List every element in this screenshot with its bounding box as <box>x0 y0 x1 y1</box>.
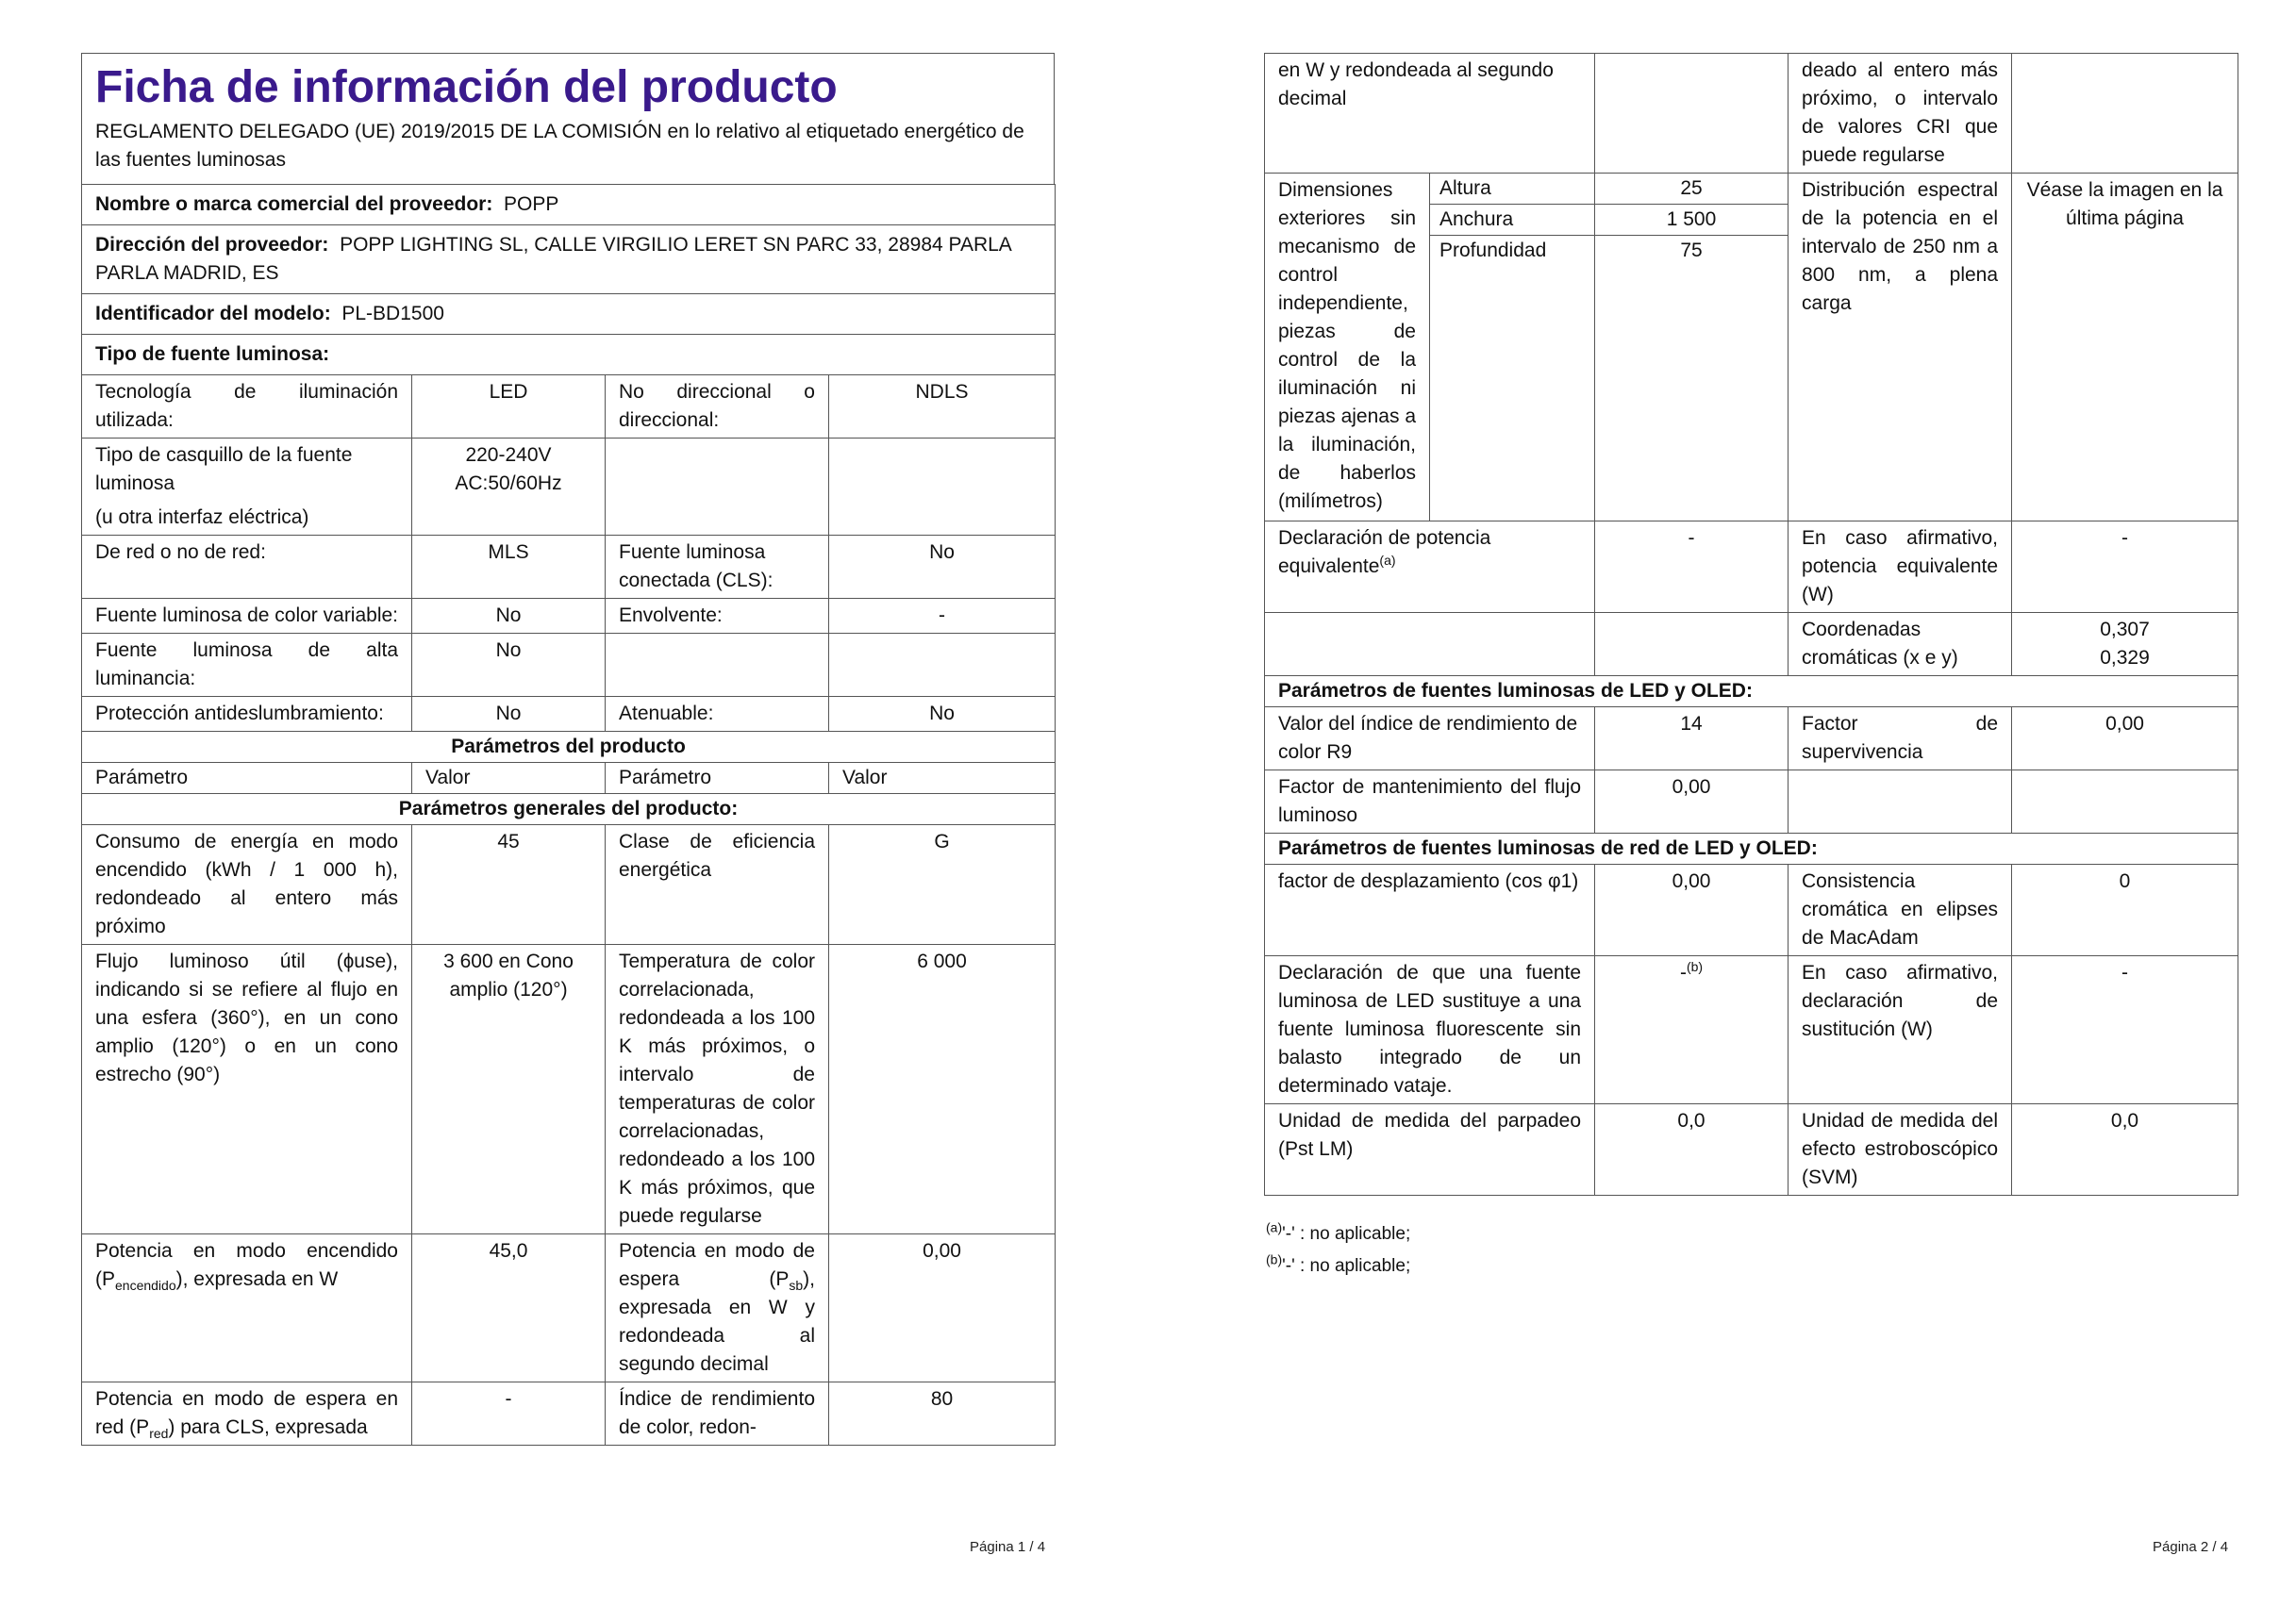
width-label: Anchura <box>1430 205 1595 236</box>
flicker-label: Unidad de medida del parpadeo (Pst LM) <box>1265 1104 1595 1196</box>
surv-value: 0,00 <box>2012 707 2238 770</box>
col-value-1: Valor <box>412 763 606 794</box>
pon-value: 45,0 <box>412 1234 606 1382</box>
disp-label: factor de desplazamiento (cos φ1) <box>1265 865 1595 956</box>
col-value-2: Valor <box>829 763 1056 794</box>
r9-value: 14 <box>1595 707 1789 770</box>
source-type-label: Tipo de fuente luminosa: <box>82 335 1056 375</box>
table-row <box>1265 521 2238 613</box>
regulation-text: REGLAMENTO DELEGADO (UE) 2019/2015 DE LA COMISIÓN en lo relativo al etiquetado energético de las fuentes luminosas <box>95 121 1024 171</box>
surv-label: Factor de supervivencia <box>1789 707 2012 770</box>
page-2 <box>1264 53 2238 1196</box>
dim-value: No <box>829 697 1056 732</box>
equiv-value: - <box>1595 521 1789 613</box>
general-heading: Parámetros generales del producto: <box>82 794 1056 825</box>
tech-label: Tecnología de iluminación utilizada: <box>82 375 412 439</box>
flux-label: Flujo luminoso útil (ɸuse), indicando si se refiere al flujo en una esfera (360°), en un cono amplio (120°) o en un cono estrecho (90°) <box>82 945 412 1234</box>
eff-label: Clase de eficiencia energética <box>606 825 829 945</box>
strobe-label: Unidad de medida del efecto estroboscópico (SVM) <box>1789 1104 2012 1196</box>
table-row <box>82 1234 1056 1382</box>
column-header-row <box>82 763 1056 794</box>
address-value: POPP LIGHTING SL, CALLE VIRGILIO LERET SN PARC 33, 28984 PARLA PARLA MADRID, ES <box>95 234 1011 284</box>
height-value: 25 <box>1595 174 1789 205</box>
cap-label: Tipo de casquillo de la fuente luminosa <box>95 444 353 494</box>
address-label: Dirección del proveedor: <box>95 234 329 256</box>
model-label: Identificador del modelo: <box>95 303 331 324</box>
spd-label: Distribución espectral de la potencia en el intervalo de 250 nm a 800 nm, a plena carga <box>1789 174 2012 521</box>
chroma-x: 0,307 <box>2100 619 2150 640</box>
fluor-label: Declaración de que una fuente luminosa de LED sustituye a una fuente luminosa fluorescente sin balasto integrado de un determinado vataje. <box>1265 956 1595 1104</box>
subst-value: - <box>2012 956 2238 1104</box>
glare-label: Protección antideslumbramiento: <box>82 697 412 732</box>
mains-led-heading: Parámetros de fuentes luminosas de red de LED y OLED: <box>1265 834 2238 865</box>
cont-right: deado al entero más próximo, o intervalo de valores CRI que puede regularse <box>1789 54 2012 174</box>
mains-led-heading-row <box>1265 834 2238 865</box>
table-row <box>82 439 1056 536</box>
cap-label-2: (u otra interfaz eléctrica) <box>95 506 309 528</box>
footnotes <box>1266 1218 1410 1283</box>
psb-value: 0,00 <box>829 1234 1056 1382</box>
spd-value: Véase la imagen en la última página <box>2012 174 2238 521</box>
fluor-value: -$^{(b)}$ <box>1595 956 1789 1104</box>
page-1-footer: Página 1 / 4 <box>970 1539 1046 1555</box>
table-row <box>1265 956 2238 1104</box>
address-row <box>82 225 1056 294</box>
page-1 <box>81 53 1055 1446</box>
dir-value: NDLS <box>829 375 1056 439</box>
table-row <box>82 375 1056 439</box>
equiv-w-value: - <box>2012 521 2238 613</box>
table-row <box>82 945 1056 1234</box>
source-type-row <box>82 335 1056 375</box>
supplier-row <box>82 185 1056 225</box>
depth-label: Profundidad <box>1430 236 1595 521</box>
disp-value: 0,00 <box>1595 865 1789 956</box>
table-row <box>82 599 1056 634</box>
dir-label: No direccional o direccional: <box>606 375 829 439</box>
footnote-b: $^{(b)}$'-' : no aplicable; <box>1266 1251 1411 1276</box>
model-value: PL-BD1500 <box>341 303 444 324</box>
col-param-1: Parámetro <box>82 763 412 794</box>
footnote-a: $^{(a)}$'-' : no aplicable; <box>1266 1219 1411 1244</box>
strobe-value: 0,0 <box>2012 1104 2238 1196</box>
table-row <box>1265 865 2238 956</box>
tech-value: LED <box>412 375 606 439</box>
high-value: No <box>412 634 606 697</box>
r9-label: Valor del índice de rendimiento de color R9 <box>1265 707 1595 770</box>
glare-value: No <box>412 697 606 732</box>
table-row <box>1265 770 2238 834</box>
col-param-2: Parámetro <box>606 763 829 794</box>
energy-value: 45 <box>412 825 606 945</box>
table-row <box>82 634 1056 697</box>
table-row <box>1265 54 2238 174</box>
page-2-footer: Página 2 / 4 <box>2153 1539 2229 1555</box>
equiv-label: Declaración de potencia equivalente$^{(a)}$ <box>1265 521 1595 613</box>
cct-value: 6 000 <box>829 945 1056 1234</box>
mains-label: De red o no de red: <box>82 536 412 599</box>
macadam-label: Consistencia cromática en elipses de MacAdam <box>1789 865 2012 956</box>
table-row <box>82 1382 1056 1446</box>
table-row <box>82 825 1056 945</box>
psb-label: Potencia en modo de espera $(P_{sb})$, expresada en W y redondeada al segundo decimal <box>606 1234 829 1382</box>
energy-label: Consumo de energía en modo encendido (kWh / 1 000 h), redondeado al entero más próximo <box>82 825 412 945</box>
subst-label: En caso afirmativo, declaración de sustitución (W) <box>1789 956 2012 1104</box>
cap-value-1: 220-240V <box>465 444 552 466</box>
header-box <box>81 53 1055 184</box>
maint-label: Factor de mantenimiento del flujo luminoso <box>1265 770 1595 834</box>
table-row <box>1265 174 2238 205</box>
product-table <box>81 184 1056 1446</box>
table-row <box>1265 707 2238 770</box>
depth-value: 75 <box>1595 236 1789 521</box>
cct-label: Temperatura de color correlacionada, redondeada a los 100 K más próximos, o intervalo de temperaturas de color correlacionadas, redondeado a los 100 K más próximos, que puede regularse <box>606 945 829 1234</box>
macadam-value: 0 <box>2012 865 2238 956</box>
dims-label: Dimensiones exteriores sin mecanismo de control independiente, piezas de control de la iluminación ni piezas ajenas a la iluminación, de haberlos (milímetros) <box>1265 174 1430 521</box>
pon-label: Potencia en modo encendido $(P_{encendido})$, expresada en W <box>82 1234 412 1382</box>
pnet-label: Potencia en modo de espera en red $(P_{red})$ para CLS, expresada <box>82 1382 412 1446</box>
led-heading-row <box>1265 676 2238 707</box>
env-value: - <box>829 599 1056 634</box>
table-row <box>1265 613 2238 676</box>
cont-left: en W y redondeada al segundo decimal <box>1265 54 1595 174</box>
supplier-value: POPP <box>503 193 559 215</box>
cls-value: No <box>829 536 1056 599</box>
mains-value: MLS <box>412 536 606 599</box>
env-label: Envolvente: <box>606 599 829 634</box>
led-heading: Parámetros de fuentes luminosas de LED y OLED: <box>1265 676 2238 707</box>
cri-value: 80 <box>829 1382 1056 1446</box>
dim-label: Atenuable: <box>606 697 829 732</box>
color-value: No <box>412 599 606 634</box>
product-table-continued <box>1264 53 2238 1196</box>
cap-value-2: AC:50/60Hz <box>455 472 562 494</box>
flicker-value: 0,0 <box>1595 1104 1789 1196</box>
chroma-y: 0,329 <box>2100 647 2150 669</box>
equiv-w-label: En caso afirmativo, potencia equivalente (W) <box>1789 521 2012 613</box>
supplier-label: Nombre o marca comercial del proveedor: <box>95 193 493 215</box>
chroma-label: Coordenadas cromáticas (x e y) <box>1789 613 2012 676</box>
table-row <box>82 697 1056 732</box>
params-heading: Parámetros del producto <box>82 732 1056 763</box>
cls-label: Fuente luminosa conectada (CLS): <box>606 536 829 599</box>
eff-value: G <box>829 825 1056 945</box>
table-row <box>82 536 1056 599</box>
high-label: Fuente luminosa de alta luminancia: <box>82 634 412 697</box>
pnet-value: - <box>412 1382 606 1446</box>
table-row <box>1265 1104 2238 1196</box>
cri-label: Índice de rendimiento de color, redon- <box>606 1382 829 1446</box>
page-title: Ficha de información del producto <box>95 62 838 112</box>
flux-value: 3 600 en Cono amplio (120°) <box>412 945 606 1234</box>
params-heading-row <box>82 732 1056 763</box>
maint-value: 0,00 <box>1595 770 1789 834</box>
model-row <box>82 294 1056 335</box>
color-label: Fuente luminosa de color variable: <box>82 599 412 634</box>
width-value: 1 500 <box>1595 205 1789 236</box>
general-heading-row <box>82 794 1056 825</box>
height-label: Altura <box>1430 174 1595 205</box>
